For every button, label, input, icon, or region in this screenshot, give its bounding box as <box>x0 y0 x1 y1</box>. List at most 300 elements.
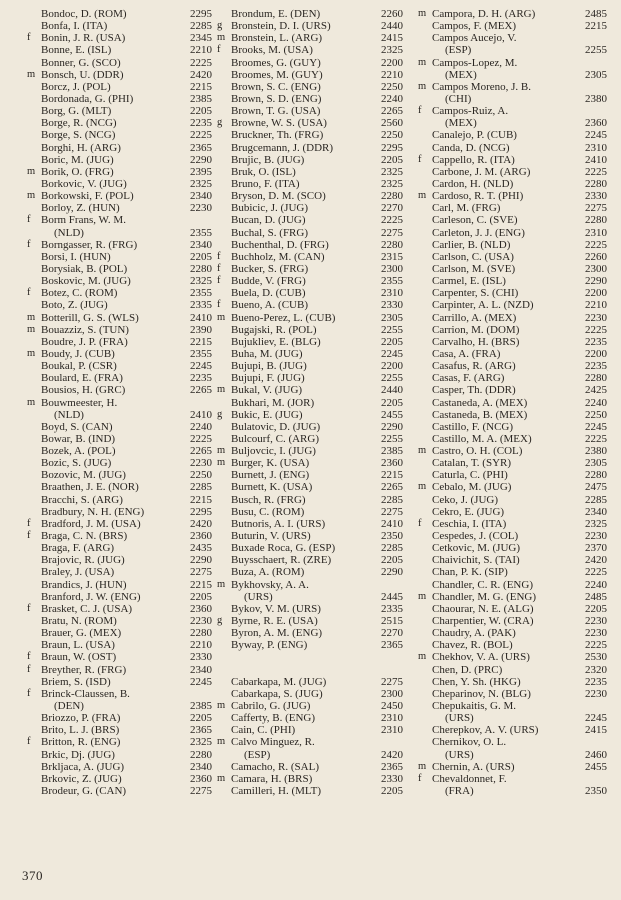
title-prefix: m <box>418 760 427 772</box>
player-name: Boyd, S. (CAN) <box>41 420 113 433</box>
player-name: Borkowski, F. (POL) <box>41 190 134 203</box>
player-name: Chavez, R. (BOL) <box>432 639 513 652</box>
player-name: Braley, J. (USA) <box>41 566 115 579</box>
rating: 2395 <box>190 165 212 178</box>
player-entry <box>432 142 607 154</box>
player-entry <box>432 166 607 178</box>
player-entry <box>432 336 607 348</box>
player-name: Boudre, J. P. (FRA) <box>41 335 128 348</box>
title-prefix: f <box>27 287 31 299</box>
title-prefix: m <box>217 772 226 784</box>
title-prefix: g <box>217 117 223 129</box>
title-prefix: m <box>27 68 36 80</box>
player-name: Chernikov, O. L. <box>432 736 507 749</box>
player-name: Busu, C. (ROM) <box>231 505 305 518</box>
rating: 2410 <box>190 311 212 324</box>
rating: 2310 <box>585 226 607 239</box>
title-prefix: m <box>27 311 36 323</box>
player-name: Bujukliev, E. (BLG) <box>231 335 321 348</box>
title-prefix: m <box>418 590 427 602</box>
rating: 2340 <box>190 190 212 203</box>
player-entry <box>217 736 403 749</box>
player-entry <box>41 336 212 348</box>
rating: 2330 <box>585 190 607 203</box>
player-entry <box>41 773 212 785</box>
rating: 2295 <box>190 505 212 518</box>
rating: 2325 <box>190 736 212 749</box>
player-entry <box>27 165 212 178</box>
player-entry <box>41 227 212 239</box>
player-name: Bonin, J. R. (USA) <box>41 32 126 45</box>
player-entry <box>27 396 212 409</box>
rating: 2280 <box>585 177 607 190</box>
title-prefix: f <box>217 44 221 56</box>
rating: 2205 <box>381 785 403 797</box>
rating: 2215 <box>381 469 403 482</box>
title-prefix: m <box>418 190 427 202</box>
player-entry <box>27 323 212 336</box>
player-entry <box>41 554 212 566</box>
rating: 2360 <box>381 457 403 470</box>
rating: 2280 <box>585 372 607 385</box>
player-name: Chen, Y. Sh. (HKG) <box>432 675 521 688</box>
rating: 2385 <box>190 700 212 713</box>
player-entry <box>432 409 607 421</box>
rating: 2205 <box>585 602 607 615</box>
player-entry <box>432 69 607 81</box>
rating: 2265 <box>381 105 403 118</box>
player-entry <box>41 251 212 263</box>
rating: 2355 <box>190 287 212 300</box>
rating: 2445 <box>381 590 403 603</box>
player-entry <box>231 57 403 69</box>
player-name: Brito, L. J. (BRS) <box>41 724 120 737</box>
player-entry <box>432 542 607 554</box>
player-entry <box>231 69 403 81</box>
player-name: (ESP) <box>445 44 472 57</box>
rating: 2345 <box>190 32 212 45</box>
player-entry <box>418 481 607 494</box>
rating: 2310 <box>585 141 607 154</box>
rating: 2225 <box>585 432 607 445</box>
player-entry <box>231 166 403 178</box>
rating: 2295 <box>190 8 212 20</box>
player-name: Bozic, S. (JUG) <box>41 457 112 470</box>
rating: 2330 <box>190 651 212 664</box>
rating: 2515 <box>381 615 403 628</box>
player-name: Caturla, C. (PHI) <box>432 469 508 482</box>
player-entry <box>41 615 212 627</box>
player-entry <box>432 712 607 724</box>
player-name: Casafus, R. (ARG) <box>432 360 516 373</box>
rating: 2360 <box>190 602 212 615</box>
rating: 2385 <box>381 445 403 458</box>
rating: 2260 <box>381 8 403 20</box>
player-name: Cespedes, J. (COL) <box>432 530 519 543</box>
player-name: (DEN) <box>54 700 84 713</box>
player-entry <box>231 105 403 117</box>
column-3 <box>418 8 607 797</box>
title-prefix: f <box>27 602 31 614</box>
rating: 2370 <box>585 542 607 555</box>
title-prefix: f <box>418 517 422 529</box>
player-entry <box>432 299 607 311</box>
player-name: Brinck-Claussen, B. <box>41 687 130 700</box>
player-name: (CHI) <box>445 92 472 105</box>
rating: 2365 <box>190 141 212 154</box>
rating: 2205 <box>190 250 212 263</box>
player-entry <box>432 664 607 676</box>
player-name: Bugajski, R. (POL) <box>231 323 317 336</box>
title-prefix: f <box>418 105 422 117</box>
rating: 2240 <box>585 578 607 591</box>
player-name: Castro, O. H. (COL) <box>432 445 523 458</box>
rating: 2355 <box>190 347 212 360</box>
rating: 2230 <box>190 202 212 215</box>
rating: 2205 <box>190 105 212 118</box>
title-prefix: m <box>418 56 427 68</box>
player-name: Campos-Ruiz, A. <box>432 105 509 118</box>
rating: 2205 <box>381 554 403 567</box>
player-entry <box>432 324 607 336</box>
player-name: Burger, K. (USA) <box>231 457 310 470</box>
player-entry <box>432 724 607 736</box>
rating: 2285 <box>190 481 212 494</box>
rating: 2230 <box>585 627 607 640</box>
player-entry <box>432 469 607 481</box>
player-entry <box>432 530 607 542</box>
column-2 <box>217 8 403 797</box>
rating: 2255 <box>381 323 403 336</box>
player-name: (URS) <box>445 712 474 725</box>
player-entry <box>217 457 403 470</box>
player-entry <box>217 262 403 275</box>
player-entry <box>217 615 403 628</box>
player-name: Buchenthal, D. (FRG) <box>231 238 329 251</box>
player-name: Bulcourf, C. (ARG) <box>231 432 319 445</box>
rating: 2365 <box>381 760 403 773</box>
rating: 2200 <box>381 56 403 69</box>
player-entry <box>432 688 607 700</box>
player-name: Brandics, J. (HUN) <box>41 578 127 591</box>
player-entry <box>231 676 403 688</box>
title-prefix: f <box>27 530 31 542</box>
rating: 2410 <box>381 517 403 530</box>
rating: 2230 <box>190 457 212 470</box>
player-name: (MEX) <box>445 117 477 130</box>
player-entry <box>41 409 212 421</box>
rating: 2235 <box>585 360 607 373</box>
player-name: Buha, M. (JUG) <box>231 347 303 360</box>
rating: 2200 <box>585 287 607 300</box>
rating: 2420 <box>190 68 212 81</box>
player-name: Bueno-Perez, L. (CUB) <box>231 311 336 324</box>
player-name: Bruckner, Th. (FRG) <box>231 129 324 142</box>
player-entry <box>432 785 607 797</box>
player-entry <box>231 712 403 724</box>
player-name: Bousios, H. (GRC) <box>41 384 126 397</box>
player-name: Cherepkov, A. V. (URS) <box>432 724 539 737</box>
player-name: Ceschia, I. (ITA) <box>432 517 507 530</box>
title-prefix: m <box>217 700 226 712</box>
rating: 2485 <box>585 8 607 20</box>
player-name: Buchal, S. (FRG) <box>231 226 308 239</box>
rating: 2325 <box>190 275 212 288</box>
player-entry <box>231 360 403 372</box>
player-name: Chandler, M. G. (ENG) <box>432 590 537 603</box>
player-entry <box>231 749 403 761</box>
rating: 2295 <box>381 141 403 154</box>
player-name: Cetkovic, M. (JUG) <box>432 542 520 555</box>
rating: 2360 <box>585 117 607 130</box>
player-entry <box>231 202 403 214</box>
player-name: Bruk, O. (ISL) <box>231 165 296 178</box>
player-entry <box>27 287 212 300</box>
player-name: Bouazziz, S. (TUN) <box>41 323 129 336</box>
player-entry <box>432 117 607 129</box>
player-name: Braun, L. (USA) <box>41 639 115 652</box>
title-prefix: m <box>27 347 36 359</box>
rating: 2325 <box>381 177 403 190</box>
player-name: Campora, D. H. (ARG) <box>432 8 536 20</box>
player-entry <box>432 263 607 275</box>
rating: 2440 <box>381 384 403 397</box>
player-entry <box>27 347 212 360</box>
rating: 2440 <box>381 20 403 33</box>
title-prefix: f <box>217 275 221 287</box>
player-name: Bulatovic, D. (JUG) <box>231 420 321 433</box>
title-prefix: f <box>27 214 31 226</box>
rating: 2275 <box>190 785 212 797</box>
player-name: Cardon, H. (NLD) <box>432 177 514 190</box>
player-name: Bozek, A. (POL) <box>41 445 116 458</box>
rating: 2260 <box>585 250 607 263</box>
title-prefix: m <box>418 80 427 92</box>
rating: 2325 <box>585 517 607 530</box>
player-name: Carlier, B. (NLD) <box>432 238 511 251</box>
player-name: Brondum, E. (DEN) <box>231 8 321 20</box>
rating: 2250 <box>381 80 403 93</box>
player-name: Borghi, H. (ARG) <box>41 141 121 154</box>
rating: 2205 <box>190 590 212 603</box>
rating: 2380 <box>585 445 607 458</box>
player-entry <box>41 178 212 190</box>
player-name: Bordonada, G. (PHI) <box>41 92 134 105</box>
rating: 2245 <box>585 129 607 142</box>
player-entry <box>418 772 607 785</box>
player-entry <box>432 372 607 384</box>
title-prefix: f <box>27 238 31 250</box>
rating: 2225 <box>585 323 607 336</box>
player-name: Burnett, J. (ENG) <box>231 469 310 482</box>
player-name: Cheparinov, N. (BLG) <box>432 687 531 700</box>
rating: 2215 <box>190 493 212 506</box>
player-entry <box>231 190 403 202</box>
player-name: Chan, P. K. (SIP) <box>432 566 508 579</box>
player-name: Bracchi, S. (ARG) <box>41 493 123 506</box>
player-name: Chaivichit, S. (TAI) <box>432 554 520 567</box>
player-entry <box>432 615 607 627</box>
player-name: Bradford, J. M. (USA) <box>41 517 141 530</box>
title-prefix: m <box>217 445 226 457</box>
player-name: (MEX) <box>445 68 477 81</box>
player-entry <box>41 57 212 69</box>
rating: 2280 <box>585 214 607 227</box>
title-prefix: g <box>217 20 223 32</box>
player-name: (NLD) <box>54 408 84 421</box>
player-entry <box>41 44 212 56</box>
player-entry <box>41 275 212 287</box>
player-entry <box>231 554 403 566</box>
player-entry <box>41 494 212 506</box>
player-name: Chernin, A. (URS) <box>432 760 515 773</box>
player-name: Boulard, E. (FRA) <box>41 372 123 385</box>
player-name: Brugcemann, J. (DDR) <box>231 141 334 154</box>
player-name: Brajovic, R. (JUG) <box>41 554 125 567</box>
player-name: Camilleri, H. (MLT) <box>231 785 322 797</box>
player-entry <box>231 421 403 433</box>
rating: 2255 <box>585 44 607 57</box>
player-entry <box>432 129 607 141</box>
player-entry <box>418 517 607 530</box>
rating: 2285 <box>381 493 403 506</box>
player-entry <box>418 651 607 664</box>
player-name: Bozovic, M. (JUG) <box>41 469 126 482</box>
player-name: Bucker, S. (FRG) <box>231 262 309 275</box>
rating: 2560 <box>381 117 403 130</box>
rating: 2265 <box>190 384 212 397</box>
player-name: Braun, W. (OST) <box>41 651 117 664</box>
player-name: Bonfa, I. (ITA) <box>41 20 108 33</box>
player-entry <box>231 154 403 166</box>
title-prefix: m <box>418 445 427 457</box>
player-name: Bonsch, U. (DDR) <box>41 68 124 81</box>
rating: 2330 <box>381 772 403 785</box>
player-entry <box>418 760 607 773</box>
player-entry <box>41 579 212 591</box>
player-entry <box>217 700 403 713</box>
rating: 2420 <box>190 517 212 530</box>
player-entry <box>41 117 212 129</box>
player-name: Castillo, M. A. (MEX) <box>432 432 532 445</box>
player-name: Bukic, E. (JUG) <box>231 408 303 421</box>
title-prefix: m <box>217 736 226 748</box>
player-entry <box>41 785 212 797</box>
rating: 2350 <box>585 785 607 797</box>
player-entry <box>41 457 212 469</box>
player-name: Borysiak, B. (POL) <box>41 262 128 275</box>
player-name: Britton, R. (ENG) <box>41 736 121 749</box>
player-name: Bonne, E. (ISL) <box>41 44 112 57</box>
player-name: Casas, F. (ARG) <box>432 372 505 385</box>
rating: 2235 <box>190 372 212 385</box>
player-name: Cabarkapa, S. (JUG) <box>231 687 323 700</box>
player-entry <box>432 603 607 615</box>
rating: 2245 <box>585 712 607 725</box>
player-entry <box>217 578 403 591</box>
player-entry <box>432 421 607 433</box>
player-entry <box>432 384 607 396</box>
player-name: Calvo Minguez, R. <box>231 736 315 749</box>
player-name: Castaneda, B. (MEX) <box>432 408 528 421</box>
player-name: Buljovcic, I. (JUG) <box>231 445 316 458</box>
rating: 2230 <box>585 530 607 543</box>
player-name: Chepukaitis, G. M. <box>432 700 517 713</box>
rating: 2285 <box>190 20 212 33</box>
rating: 2255 <box>381 372 403 385</box>
player-entry <box>231 761 403 773</box>
player-entry <box>41 20 212 32</box>
rating: 2245 <box>381 347 403 360</box>
title-prefix: m <box>217 457 226 469</box>
rating: 2245 <box>190 360 212 373</box>
player-name: (NLD) <box>54 226 84 239</box>
player-name: Broomes, M. (GUY) <box>231 68 323 81</box>
player-name: Buxade Roca, G. (ESP) <box>231 542 336 555</box>
player-entry <box>41 154 212 166</box>
player-entry <box>27 663 212 676</box>
player-entry <box>41 591 212 603</box>
player-name: Bratu, N. (ROM) <box>41 615 117 628</box>
player-name: Botez, C. (ROM) <box>41 287 118 300</box>
player-entry <box>41 481 212 493</box>
player-entry <box>27 736 212 749</box>
rating: 2460 <box>585 748 607 761</box>
player-name: Bradbury, N. H. (ENG) <box>41 505 145 518</box>
rating: 2230 <box>585 615 607 628</box>
rating: 2225 <box>585 639 607 652</box>
title-prefix: m <box>217 311 226 323</box>
rating: 2410 <box>190 408 212 421</box>
player-name: Busch, R. (FRG) <box>231 493 306 506</box>
title-prefix: m <box>27 396 36 408</box>
rating: 2210 <box>585 299 607 312</box>
player-entry <box>41 263 212 275</box>
rating: 2205 <box>381 153 403 166</box>
player-name: Cardoso, R. T. (PHI) <box>432 190 524 203</box>
rating: 2200 <box>381 360 403 373</box>
player-name: Bujupi, B. (JUG) <box>231 360 307 373</box>
player-name: Budde, V. (FRG) <box>231 275 306 288</box>
rating: 2235 <box>585 335 607 348</box>
rating: 2235 <box>190 117 212 130</box>
player-entry <box>432 202 607 214</box>
player-name: Carlson, C. (USA) <box>432 250 514 263</box>
rating: 2300 <box>585 262 607 275</box>
player-entry <box>41 105 212 117</box>
player-entry <box>432 736 607 748</box>
player-name: Brasket, C. J. (USA) <box>41 602 133 615</box>
rating: 2280 <box>381 238 403 251</box>
player-entry <box>231 481 403 493</box>
rating: 2340 <box>585 505 607 518</box>
title-prefix: m <box>27 190 36 202</box>
player-entry <box>231 627 403 639</box>
rating: 2340 <box>190 238 212 251</box>
rating: 2315 <box>381 250 403 263</box>
rating: 2290 <box>585 275 607 288</box>
player-entry <box>418 590 607 603</box>
player-entry <box>231 591 403 603</box>
player-entry <box>27 687 212 700</box>
player-name: Ceko, J. (JUG) <box>432 493 498 506</box>
player-entry <box>217 311 403 324</box>
player-entry <box>432 44 607 56</box>
player-entry <box>432 566 607 578</box>
player-entry <box>432 178 607 190</box>
player-name: Borcz, J. (POL) <box>41 80 111 93</box>
rating: 2275 <box>381 505 403 518</box>
